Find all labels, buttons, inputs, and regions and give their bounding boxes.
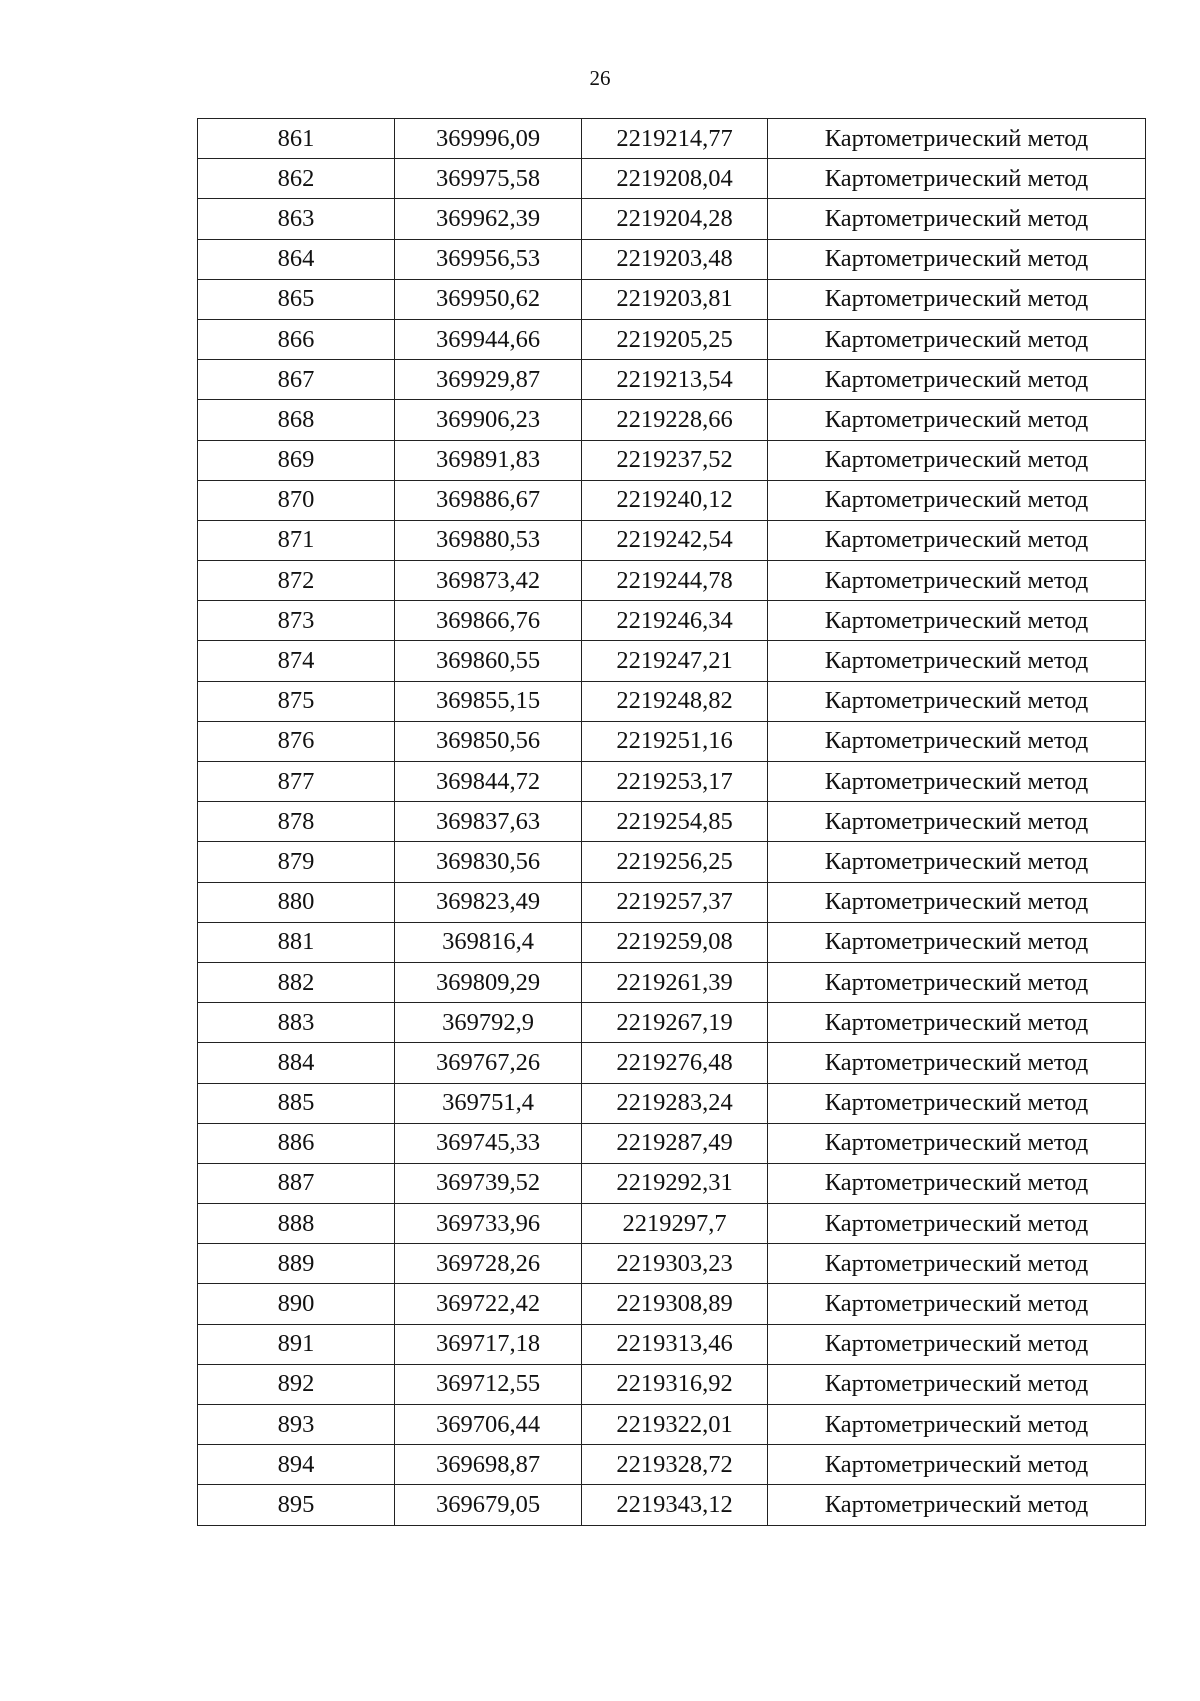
x-coordinate-cell: 369739,52 (395, 1163, 582, 1203)
point-number-cell: 888 (198, 1204, 395, 1244)
x-coordinate-cell: 369809,29 (395, 962, 582, 1002)
x-coordinate-cell: 369962,39 (395, 199, 582, 239)
method-cell: Картометрический метод (768, 1163, 1146, 1203)
point-number-cell: 873 (198, 601, 395, 641)
y-coordinate-cell: 2219244,78 (582, 561, 768, 601)
method-cell: Картометрический метод (768, 199, 1146, 239)
y-coordinate-cell: 2219297,7 (582, 1204, 768, 1244)
point-number-cell: 893 (198, 1405, 395, 1445)
point-number-cell: 891 (198, 1324, 395, 1364)
point-number-cell: 871 (198, 520, 395, 560)
point-number-cell: 895 (198, 1485, 395, 1525)
point-number-cell: 883 (198, 1003, 395, 1043)
y-coordinate-cell: 2219292,31 (582, 1163, 768, 1203)
point-number-cell: 866 (198, 319, 395, 359)
point-number-cell: 876 (198, 721, 395, 761)
method-cell: Картометрический метод (768, 962, 1146, 1002)
y-coordinate-cell: 2219213,54 (582, 360, 768, 400)
table-row (198, 721, 1146, 761)
point-number-cell: 881 (198, 922, 395, 962)
coordinates-table-container (197, 118, 1145, 1526)
point-number-cell: 868 (198, 400, 395, 440)
table-row (198, 159, 1146, 199)
x-coordinate-cell: 369866,76 (395, 601, 582, 641)
method-cell: Картометрический метод (768, 601, 1146, 641)
point-number-cell: 863 (198, 199, 395, 239)
table-row (198, 842, 1146, 882)
x-coordinate-cell: 369880,53 (395, 520, 582, 560)
page-number: 26 (589, 66, 611, 90)
x-coordinate-cell: 369767,26 (395, 1043, 582, 1083)
method-cell: Картометрический метод (768, 1445, 1146, 1485)
x-coordinate-cell: 369823,49 (395, 882, 582, 922)
y-coordinate-cell: 2219214,77 (582, 119, 768, 159)
y-coordinate-cell: 2219313,46 (582, 1324, 768, 1364)
point-number-cell: 874 (198, 641, 395, 681)
method-cell: Картометрический метод (768, 1204, 1146, 1244)
table-row (198, 641, 1146, 681)
table-row (198, 1405, 1146, 1445)
method-cell: Картометрический метод (768, 520, 1146, 560)
x-coordinate-cell: 369929,87 (395, 360, 582, 400)
y-coordinate-cell: 2219276,48 (582, 1043, 768, 1083)
table-row (198, 480, 1146, 520)
y-coordinate-cell: 2219237,52 (582, 440, 768, 480)
table-row (198, 1123, 1146, 1163)
y-coordinate-cell: 2219256,25 (582, 842, 768, 882)
y-coordinate-cell: 2219208,04 (582, 159, 768, 199)
table-row (198, 360, 1146, 400)
method-cell: Картометрический метод (768, 1244, 1146, 1284)
y-coordinate-cell: 2219204,28 (582, 199, 768, 239)
table-row (198, 440, 1146, 480)
table-row (198, 1244, 1146, 1284)
point-number-cell: 887 (198, 1163, 395, 1203)
x-coordinate-cell: 369873,42 (395, 561, 582, 601)
point-number-cell: 889 (198, 1244, 395, 1284)
coordinates-table-body (198, 119, 1146, 1526)
x-coordinate-cell: 369906,23 (395, 400, 582, 440)
x-coordinate-cell: 369706,44 (395, 1405, 582, 1445)
table-row (198, 1204, 1146, 1244)
method-cell: Картометрический метод (768, 842, 1146, 882)
table-row (198, 1003, 1146, 1043)
method-cell: Картометрический метод (768, 239, 1146, 279)
method-cell: Картометрический метод (768, 561, 1146, 601)
method-cell: Картометрический метод (768, 400, 1146, 440)
point-number-cell: 880 (198, 882, 395, 922)
x-coordinate-cell: 369751,4 (395, 1083, 582, 1123)
method-cell: Картометрический метод (768, 721, 1146, 761)
x-coordinate-cell: 369950,62 (395, 279, 582, 319)
y-coordinate-cell: 2219228,66 (582, 400, 768, 440)
method-cell: Картометрический метод (768, 360, 1146, 400)
y-coordinate-cell: 2219303,23 (582, 1244, 768, 1284)
table-row (198, 681, 1146, 721)
table-row (198, 199, 1146, 239)
x-coordinate-cell: 369844,72 (395, 762, 582, 802)
x-coordinate-cell: 369792,9 (395, 1003, 582, 1043)
x-coordinate-cell: 369830,56 (395, 842, 582, 882)
table-row (198, 319, 1146, 359)
point-number-cell: 864 (198, 239, 395, 279)
y-coordinate-cell: 2219254,85 (582, 802, 768, 842)
table-row (198, 561, 1146, 601)
method-cell: Картометрический метод (768, 119, 1146, 159)
point-number-cell: 867 (198, 360, 395, 400)
x-coordinate-cell: 369717,18 (395, 1324, 582, 1364)
y-coordinate-cell: 2219267,19 (582, 1003, 768, 1043)
y-coordinate-cell: 2219316,92 (582, 1364, 768, 1404)
method-cell: Картометрический метод (768, 480, 1146, 520)
method-cell: Картометрический метод (768, 922, 1146, 962)
x-coordinate-cell: 369698,87 (395, 1445, 582, 1485)
table-row (198, 1485, 1146, 1525)
table-row (198, 601, 1146, 641)
method-cell: Картометрический метод (768, 802, 1146, 842)
method-cell: Картометрический метод (768, 1405, 1146, 1445)
point-number-cell: 861 (198, 119, 395, 159)
point-number-cell: 890 (198, 1284, 395, 1324)
table-row (198, 520, 1146, 560)
method-cell: Картометрический метод (768, 1123, 1146, 1163)
point-number-cell: 886 (198, 1123, 395, 1163)
point-number-cell: 878 (198, 802, 395, 842)
y-coordinate-cell: 2219251,16 (582, 721, 768, 761)
method-cell: Картометрический метод (768, 1043, 1146, 1083)
y-coordinate-cell: 2219247,21 (582, 641, 768, 681)
table-row (198, 1083, 1146, 1123)
x-coordinate-cell: 369837,63 (395, 802, 582, 842)
method-cell: Картометрический метод (768, 279, 1146, 319)
x-coordinate-cell: 369996,09 (395, 119, 582, 159)
method-cell: Картометрический метод (768, 440, 1146, 480)
y-coordinate-cell: 2219287,49 (582, 1123, 768, 1163)
x-coordinate-cell: 369975,58 (395, 159, 582, 199)
y-coordinate-cell: 2219259,08 (582, 922, 768, 962)
coordinates-table (197, 118, 1146, 1526)
x-coordinate-cell: 369745,33 (395, 1123, 582, 1163)
point-number-cell: 870 (198, 480, 395, 520)
table-row (198, 1364, 1146, 1404)
y-coordinate-cell: 2219253,17 (582, 762, 768, 802)
table-row (198, 1445, 1146, 1485)
y-coordinate-cell: 2219246,34 (582, 601, 768, 641)
y-coordinate-cell: 2219257,37 (582, 882, 768, 922)
table-row (198, 1163, 1146, 1203)
x-coordinate-cell: 369886,67 (395, 480, 582, 520)
x-coordinate-cell: 369679,05 (395, 1485, 582, 1525)
method-cell: Картометрический метод (768, 319, 1146, 359)
method-cell: Картометрический метод (768, 681, 1146, 721)
table-row (198, 279, 1146, 319)
point-number-cell: 884 (198, 1043, 395, 1083)
point-number-cell: 894 (198, 1445, 395, 1485)
table-row (198, 1324, 1146, 1364)
y-coordinate-cell: 2219308,89 (582, 1284, 768, 1324)
table-row (198, 802, 1146, 842)
y-coordinate-cell: 2219203,48 (582, 239, 768, 279)
table-row (198, 1043, 1146, 1083)
y-coordinate-cell: 2219261,39 (582, 962, 768, 1002)
y-coordinate-cell: 2219248,82 (582, 681, 768, 721)
x-coordinate-cell: 369733,96 (395, 1204, 582, 1244)
x-coordinate-cell: 369728,26 (395, 1244, 582, 1284)
x-coordinate-cell: 369712,55 (395, 1364, 582, 1404)
point-number-cell: 872 (198, 561, 395, 601)
table-row (198, 119, 1146, 159)
y-coordinate-cell: 2219240,12 (582, 480, 768, 520)
x-coordinate-cell: 369860,55 (395, 641, 582, 681)
method-cell: Картометрический метод (768, 159, 1146, 199)
table-row (198, 1284, 1146, 1324)
point-number-cell: 877 (198, 762, 395, 802)
point-number-cell: 879 (198, 842, 395, 882)
y-coordinate-cell: 2219343,12 (582, 1485, 768, 1525)
point-number-cell: 869 (198, 440, 395, 480)
method-cell: Картометрический метод (768, 762, 1146, 802)
table-row (198, 400, 1146, 440)
method-cell: Картометрический метод (768, 641, 1146, 681)
table-row (198, 762, 1146, 802)
x-coordinate-cell: 369855,15 (395, 681, 582, 721)
point-number-cell: 865 (198, 279, 395, 319)
x-coordinate-cell: 369956,53 (395, 239, 582, 279)
point-number-cell: 885 (198, 1083, 395, 1123)
table-row (198, 962, 1146, 1002)
y-coordinate-cell: 2219205,25 (582, 319, 768, 359)
y-coordinate-cell: 2219322,01 (582, 1405, 768, 1445)
y-coordinate-cell: 2219283,24 (582, 1083, 768, 1123)
y-coordinate-cell: 2219203,81 (582, 279, 768, 319)
x-coordinate-cell: 369944,66 (395, 319, 582, 359)
x-coordinate-cell: 369722,42 (395, 1284, 582, 1324)
method-cell: Картометрический метод (768, 1485, 1146, 1525)
method-cell: Картометрический метод (768, 1364, 1146, 1404)
y-coordinate-cell: 2219328,72 (582, 1445, 768, 1485)
method-cell: Картометрический метод (768, 1324, 1146, 1364)
y-coordinate-cell: 2219242,54 (582, 520, 768, 560)
method-cell: Картометрический метод (768, 1284, 1146, 1324)
point-number-cell: 892 (198, 1364, 395, 1404)
point-number-cell: 875 (198, 681, 395, 721)
point-number-cell: 882 (198, 962, 395, 1002)
x-coordinate-cell: 369891,83 (395, 440, 582, 480)
x-coordinate-cell: 369816,4 (395, 922, 582, 962)
table-row (198, 239, 1146, 279)
point-number-cell: 862 (198, 159, 395, 199)
table-row (198, 922, 1146, 962)
table-row (198, 882, 1146, 922)
x-coordinate-cell: 369850,56 (395, 721, 582, 761)
method-cell: Картометрический метод (768, 1003, 1146, 1043)
method-cell: Картометрический метод (768, 1083, 1146, 1123)
method-cell: Картометрический метод (768, 882, 1146, 922)
